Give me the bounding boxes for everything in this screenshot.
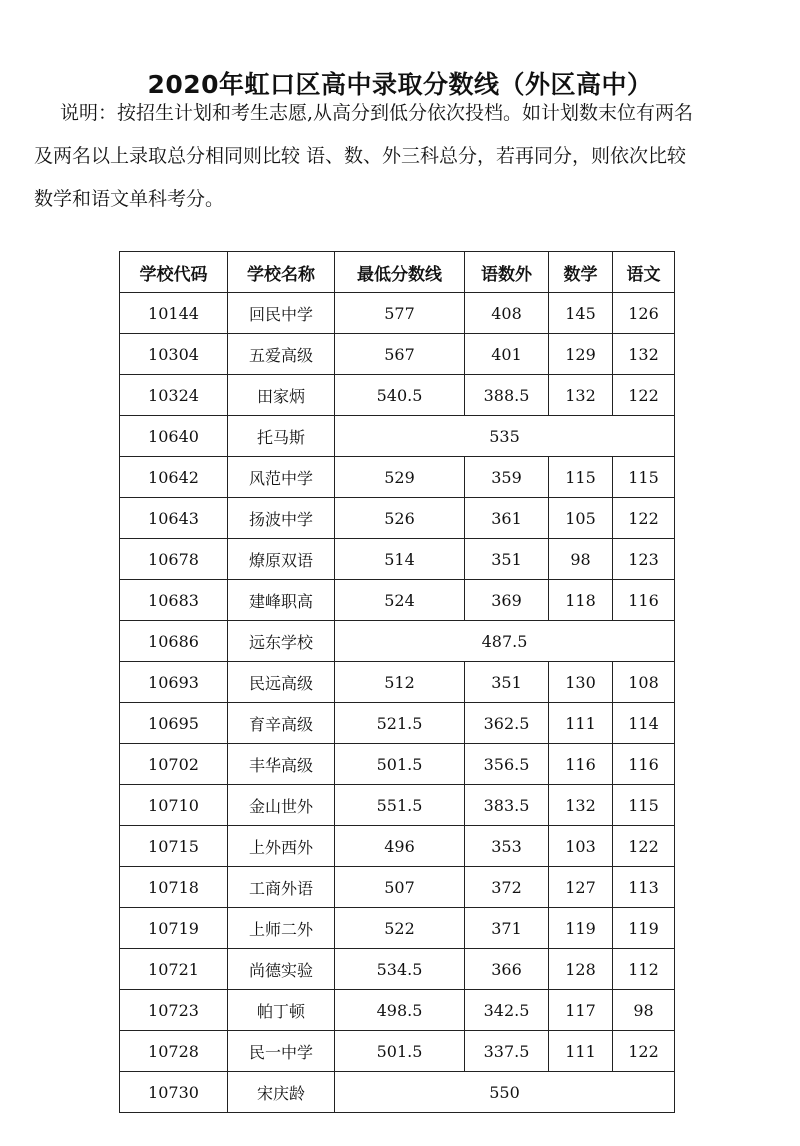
cell-chinese: 115: [613, 785, 675, 826]
cell-ysw-total: 383.5: [465, 785, 549, 826]
cell-school-code: 10144: [120, 293, 228, 334]
table-row: [120, 498, 675, 539]
cell-school-name: 金山世外: [228, 785, 335, 826]
cell-min-score: 501.5: [335, 744, 465, 785]
cell-math: 119: [549, 908, 613, 949]
cell-min-score: 498.5: [335, 990, 465, 1031]
cell-math: 132: [549, 375, 613, 416]
page-title: 2020年虹口区高中录取分数线（外区高中）: [147, 69, 653, 99]
cell-chinese: 132: [613, 334, 675, 375]
cell-chinese: 108: [613, 662, 675, 703]
header-school-name: 学校名称: [228, 252, 335, 293]
cell-school-name: 远东学校: [228, 621, 335, 662]
cell-min-score: 551.5: [335, 785, 465, 826]
cell-min-score: 521.5: [335, 703, 465, 744]
cell-min-score: 514: [335, 539, 465, 580]
cell-chinese: 122: [613, 498, 675, 539]
cell-school-code: 10715: [120, 826, 228, 867]
cell-school-name: 五爱高级: [228, 334, 335, 375]
cell-math: 111: [549, 1031, 613, 1072]
cell-min-score: 540.5: [335, 375, 465, 416]
cell-ysw-total: 361: [465, 498, 549, 539]
cell-school-code: 10640: [120, 416, 228, 457]
cell-school-code: 10695: [120, 703, 228, 744]
cell-chinese: 122: [613, 826, 675, 867]
table-row: [120, 1072, 675, 1113]
cell-merged-score: 487.5: [335, 621, 675, 662]
cell-ysw-total: 388.5: [465, 375, 549, 416]
table-row: [120, 703, 675, 744]
cell-school-code: 10721: [120, 949, 228, 990]
table-row: [120, 621, 675, 662]
header-math: 数学: [549, 252, 613, 293]
cell-school-name: 风范中学: [228, 457, 335, 498]
cell-min-score: 507: [335, 867, 465, 908]
table-row: [120, 334, 675, 375]
cell-school-code: 10642: [120, 457, 228, 498]
cell-math: 115: [549, 457, 613, 498]
cell-ysw-total: 401: [465, 334, 549, 375]
header-chinese: 语文: [613, 252, 675, 293]
cell-chinese: 112: [613, 949, 675, 990]
cell-school-code: 10693: [120, 662, 228, 703]
cell-ysw-total: 371: [465, 908, 549, 949]
cell-chinese: 98: [613, 990, 675, 1031]
table-row: [120, 949, 675, 990]
cell-chinese: 114: [613, 703, 675, 744]
cell-school-code: 10718: [120, 867, 228, 908]
cell-chinese: 122: [613, 1031, 675, 1072]
table-row: [120, 908, 675, 949]
cell-chinese: 122: [613, 375, 675, 416]
cell-school-name: 丰华高级: [228, 744, 335, 785]
table-row: [120, 457, 675, 498]
cell-math: 129: [549, 334, 613, 375]
cell-min-score: 567: [335, 334, 465, 375]
cell-math: 132: [549, 785, 613, 826]
cell-min-score: 496: [335, 826, 465, 867]
intro-line-1: 说明：按招生计划和考生志愿,从高分到低分依次投档。如计划数末位有两名: [60, 102, 694, 124]
table-row: [120, 375, 675, 416]
cell-chinese: 113: [613, 867, 675, 908]
cell-min-score: 524: [335, 580, 465, 621]
table-row: [120, 539, 675, 580]
intro-line-3: 数学和语文单科考分。: [34, 188, 225, 210]
cell-min-score: 501.5: [335, 1031, 465, 1072]
cell-math: 98: [549, 539, 613, 580]
cell-school-name: 育辛高级: [228, 703, 335, 744]
cell-ysw-total: 356.5: [465, 744, 549, 785]
cell-min-score: 534.5: [335, 949, 465, 990]
cell-school-name: 民远高级: [228, 662, 335, 703]
header-min-score: 最低分数线: [335, 252, 465, 293]
cell-chinese: 116: [613, 580, 675, 621]
cell-math: 111: [549, 703, 613, 744]
cell-math: 127: [549, 867, 613, 908]
cell-math: 116: [549, 744, 613, 785]
cell-min-score: 522: [335, 908, 465, 949]
cell-school-code: 10710: [120, 785, 228, 826]
table-row: [120, 580, 675, 621]
cell-math: 118: [549, 580, 613, 621]
table-body: [120, 293, 675, 1113]
cell-math: 128: [549, 949, 613, 990]
cell-school-code: 10304: [120, 334, 228, 375]
cell-school-code: 10719: [120, 908, 228, 949]
cell-school-name: 上师二外: [228, 908, 335, 949]
cell-math: 117: [549, 990, 613, 1031]
score-table: [119, 251, 675, 1113]
cell-school-name: 燎原双语: [228, 539, 335, 580]
cell-min-score: 526: [335, 498, 465, 539]
cell-min-score: 577: [335, 293, 465, 334]
cell-school-name: 回民中学: [228, 293, 335, 334]
header-school-code: 学校代码: [120, 252, 228, 293]
cell-school-name: 田家炳: [228, 375, 335, 416]
cell-min-score: 512: [335, 662, 465, 703]
cell-school-code: 10723: [120, 990, 228, 1031]
table-row: [120, 416, 675, 457]
cell-chinese: 123: [613, 539, 675, 580]
cell-ysw-total: 337.5: [465, 1031, 549, 1072]
cell-school-name: 扬波中学: [228, 498, 335, 539]
table-row: [120, 785, 675, 826]
cell-school-name: 帕丁顿: [228, 990, 335, 1031]
table-row: [120, 744, 675, 785]
cell-chinese: 126: [613, 293, 675, 334]
cell-school-code: 10683: [120, 580, 228, 621]
cell-ysw-total: 351: [465, 662, 549, 703]
table-row: [120, 867, 675, 908]
cell-ysw-total: 408: [465, 293, 549, 334]
cell-school-name: 宋庆龄: [228, 1072, 335, 1113]
cell-math: 105: [549, 498, 613, 539]
cell-chinese: 119: [613, 908, 675, 949]
table-header: [120, 252, 675, 293]
cell-school-code: 10324: [120, 375, 228, 416]
cell-ysw-total: 351: [465, 539, 549, 580]
header-ysw-total: 语数外: [465, 252, 549, 293]
table-row: [120, 293, 675, 334]
cell-chinese: 116: [613, 744, 675, 785]
cell-ysw-total: 342.5: [465, 990, 549, 1031]
cell-merged-score: 535: [335, 416, 675, 457]
cell-merged-score: 550: [335, 1072, 675, 1113]
cell-school-code: 10678: [120, 539, 228, 580]
cell-school-code: 10686: [120, 621, 228, 662]
cell-school-name: 尚德实验: [228, 949, 335, 990]
cell-chinese: 115: [613, 457, 675, 498]
cell-school-name: 民一中学: [228, 1031, 335, 1072]
cell-math: 145: [549, 293, 613, 334]
intro-paragraph: [34, 92, 764, 221]
cell-school-code: 10730: [120, 1072, 228, 1113]
cell-school-name: 上外西外: [228, 826, 335, 867]
table-row: [120, 1031, 675, 1072]
cell-math: 103: [549, 826, 613, 867]
intro-line-2: 及两名以上录取总分相同则比较 语、数、外三科总分，若再同分，则依次比较: [34, 145, 687, 167]
cell-school-code: 10702: [120, 744, 228, 785]
cell-school-code: 10728: [120, 1031, 228, 1072]
table-row: [120, 990, 675, 1031]
cell-ysw-total: 372: [465, 867, 549, 908]
cell-ysw-total: 362.5: [465, 703, 549, 744]
cell-ysw-total: 359: [465, 457, 549, 498]
cell-school-name: 托马斯: [228, 416, 335, 457]
cell-school-name: 建峰职高: [228, 580, 335, 621]
table-row: [120, 826, 675, 867]
cell-school-name: 工商外语: [228, 867, 335, 908]
table-row: [120, 662, 675, 703]
cell-ysw-total: 353: [465, 826, 549, 867]
cell-min-score: 529: [335, 457, 465, 498]
cell-math: 130: [549, 662, 613, 703]
cell-ysw-total: 369: [465, 580, 549, 621]
table-header-row: [120, 252, 675, 293]
cell-ysw-total: 366: [465, 949, 549, 990]
cell-school-code: 10643: [120, 498, 228, 539]
